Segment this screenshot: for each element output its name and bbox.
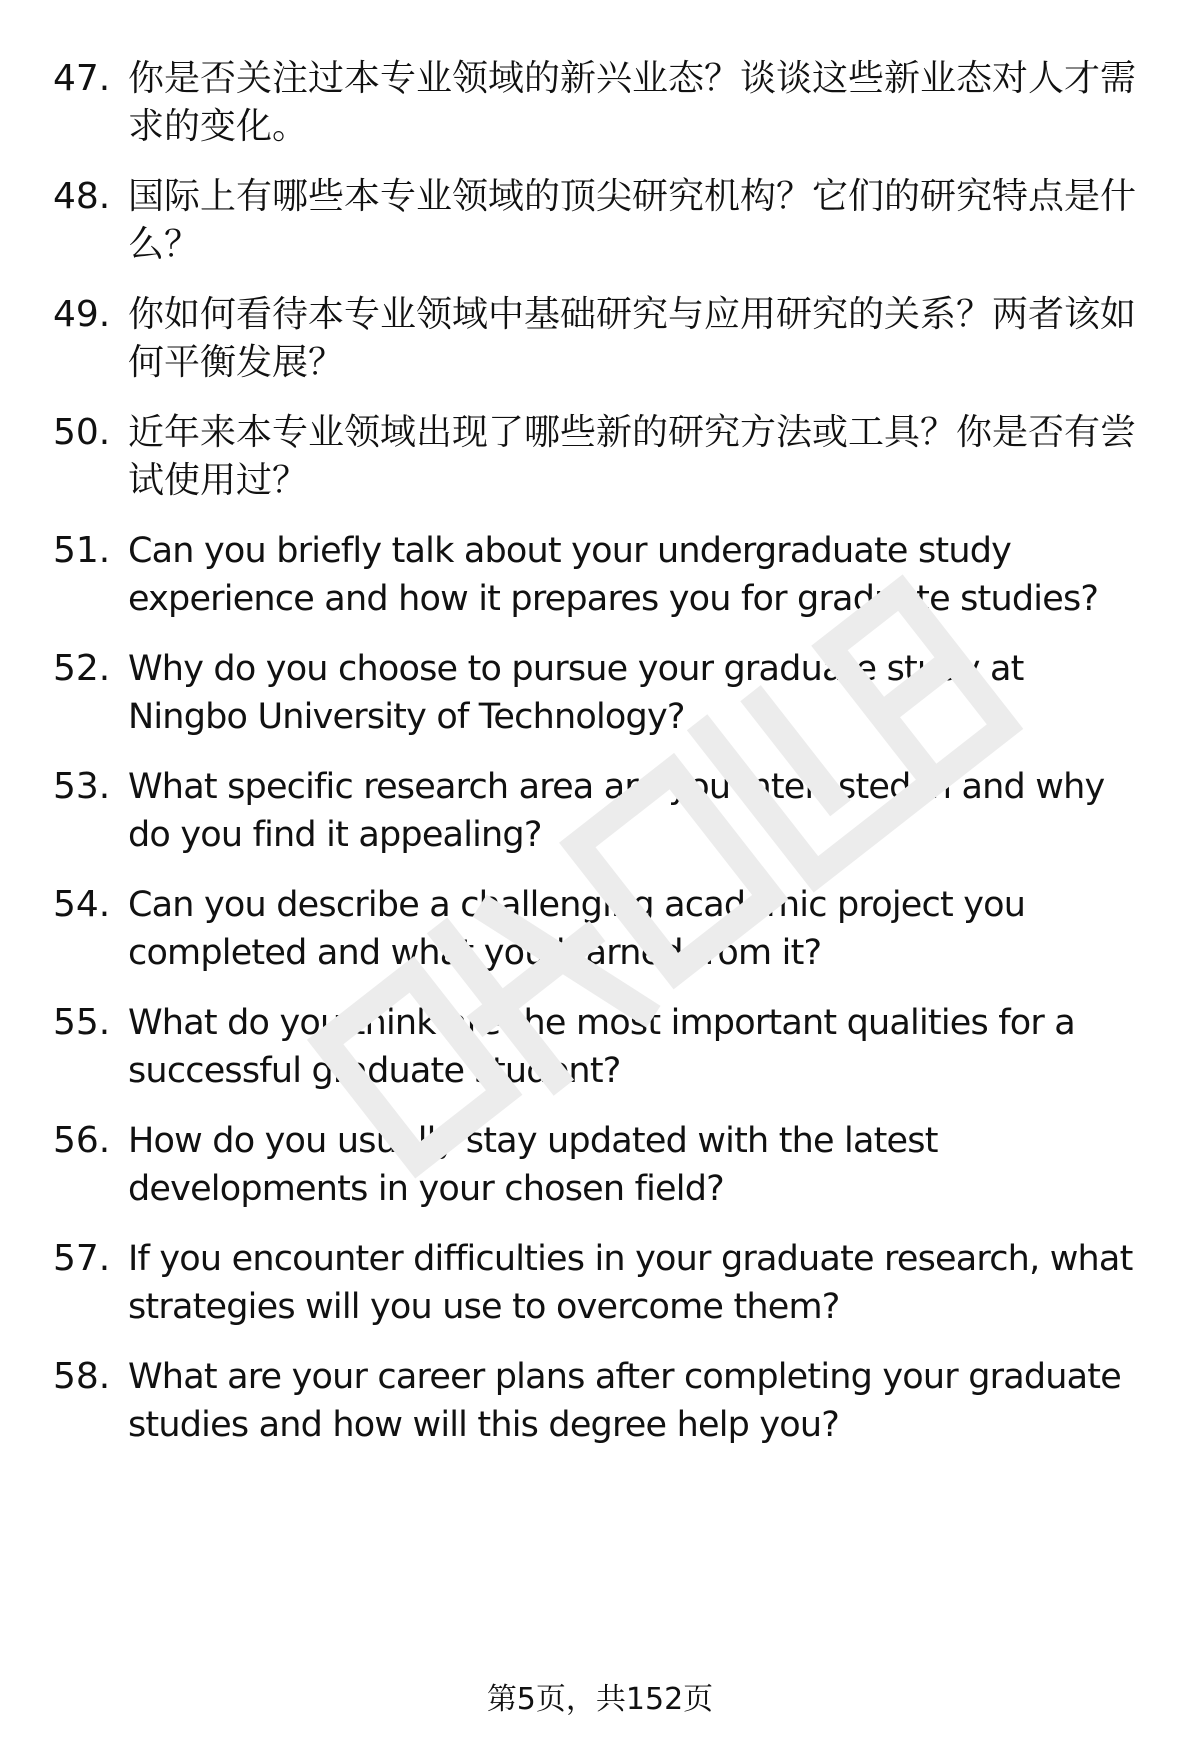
question-number: 54. xyxy=(53,884,111,925)
question-text: 近年来本专业领域出现了哪些新的研究方法或工具？你是否有尝 试使用过？ xyxy=(128,412,1137,501)
question-number: 56. xyxy=(53,1120,111,1161)
question-number: 49. xyxy=(53,294,111,335)
page-footer: 第5页，共152页 xyxy=(486,1682,714,1717)
question-number: 57. xyxy=(53,1238,111,1279)
question-number: 55. xyxy=(53,1002,111,1043)
question-text: Can you describe a challenging academic project you completed and what you learned from it? xyxy=(128,885,1026,973)
question-number: 47. xyxy=(53,58,111,99)
question-number: 52. xyxy=(53,648,111,689)
question-number: 48. xyxy=(53,176,111,217)
question-text: 你是否关注过本专业领域的新兴业态？谈谈这些新业态对人才需 求的变化。 xyxy=(128,58,1137,147)
question-text: 国际上有哪些本专业领域的顶尖研究机构？它们的研究特点是什 么？ xyxy=(128,176,1137,265)
question-number: 51. xyxy=(53,530,111,571)
question-text: Why do you choose to pursue your graduate study at Ningbo University of Technology? xyxy=(128,649,1024,737)
question-text: What are your career plans after completing your graduate studies and how will this degree help you? xyxy=(128,1357,1121,1445)
question-number: 53. xyxy=(53,766,111,807)
question-number: 58. xyxy=(53,1356,111,1397)
question-number: 50. xyxy=(53,412,111,453)
question-text: Can you briefly talk about your undergraduate study experience and how it prepares you for graduate studies? xyxy=(128,531,1099,619)
question-text: 你如何看待本专业领域中基础研究与应用研究的关系？两者该如 何平衡发展？ xyxy=(128,294,1137,383)
question-text: If you encounter difficulties in your graduate research, what strategies will you use to overcome them? xyxy=(128,1239,1133,1327)
question-text: What specific research area are you interested in and why do you find it appealing? xyxy=(128,767,1105,855)
question-text: How do you usually stay updated with the latest developments in your chosen field? xyxy=(128,1121,938,1209)
question-text: What do you think are the most important qualities for a successful graduate student? xyxy=(128,1003,1075,1091)
